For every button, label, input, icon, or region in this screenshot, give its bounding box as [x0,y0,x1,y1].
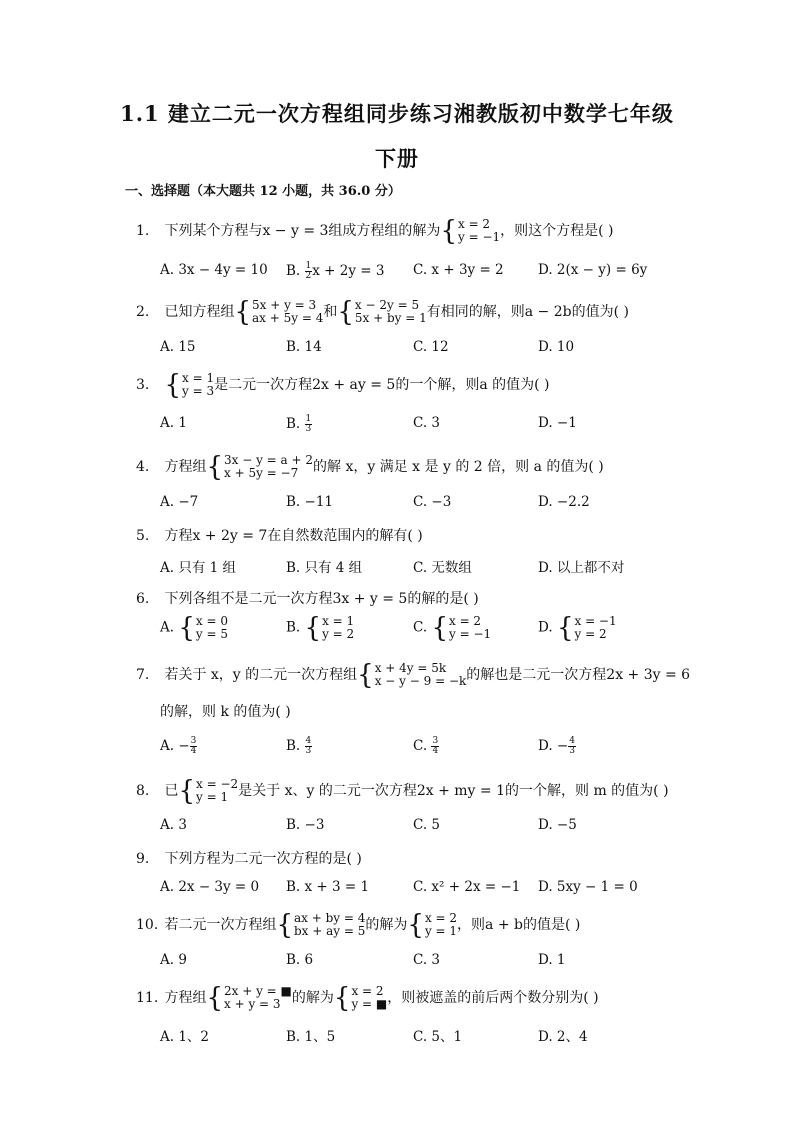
option-a[interactable]: A. 2x − 3y = 0 [160,879,260,895]
option-d[interactable]: D. −1 [538,415,577,431]
option-c[interactable]: C. 3 [413,952,441,968]
option-b[interactable]: B. 14 [286,339,322,355]
option-d[interactable]: D. 以上都不对 [538,560,625,576]
option-c[interactable]: C. 5、1 [413,1029,463,1045]
option-a[interactable]: A. 1 [160,415,187,431]
equation-system: { x = 1 y = 3 [164,369,215,401]
option-b[interactable]: B. 6 [286,952,314,968]
equation-system: { x = −2 y = 1 [178,775,239,807]
option-c[interactable]: C. $\frac{3}{4}$ [413,736,439,756]
equation-system: { x = 2 y = 1 [407,909,458,941]
option-d[interactable]: D. 2、4 [538,1029,588,1045]
question-8: 8. 已 { x = −2 y = 1 是关于 x、y 的二元一次方程2x + my = 1的一个解，则 m 的值为( ) [136,775,669,807]
option-a[interactable]: A. 只有 1 组 [160,560,237,576]
option-b[interactable]: B. { x = 1 y = 2 [286,612,355,644]
option-b[interactable]: B. $\frac{1}{3}$ [286,414,312,434]
question-6: 6. 下列各组不是二元一次方程3x + y = 5的解的是( ) [136,591,479,607]
option-b[interactable]: B. −3 [286,817,325,833]
option-a[interactable]: A. 15 [160,339,196,355]
option-a[interactable]: A. −7 [160,494,199,510]
equation-system: { ax + by = 4 bx + ay = 5 [276,909,366,941]
question-7: 7. 若关于 x，y 的二元一次方程组 { x + 4y = 5k x − y − 9 = −k 的解也是二元一次方程2x + 3y = 6 [136,659,691,691]
equation-system: { 3x − y = a + 2 x + 5y = −7 [206,451,314,483]
option-d[interactable]: D. − $\frac{4}{3}$ [538,736,575,756]
option-d[interactable]: D. 10 [538,339,575,355]
page-title-line2: 下册 [375,146,419,171]
option-c[interactable]: C. x² + 2x = −1 [413,879,521,895]
option-a[interactable]: A. 3 [160,817,187,833]
option-c[interactable]: C. 无数组 [413,560,472,576]
equation-system: { x = 2 y = ■ [333,982,388,1014]
option-c[interactable]: C. 3 [413,415,441,431]
equation-system: { 2x + y = ■ x + y = 3 [206,982,292,1014]
question-7-continued: 的解，则 k 的值为( ) [160,704,291,720]
option-c[interactable]: C. 5 [413,817,441,833]
question-9: 9. 下列方程为二元一次方程的是( ) [136,851,362,867]
option-d[interactable]: D. 5xy − 1 = 0 [538,879,638,895]
option-b[interactable]: B. $\frac{1}{2}$ x + 2y = 3 [286,261,385,281]
question-5: 5. 方程x + 2y = 7在自然数范围内的解有( ) [136,528,423,544]
option-a[interactable]: A. { x = 0 y = 5 [160,612,228,644]
option-a[interactable]: A. 1、2 [160,1029,210,1045]
question-1: 1. 下列某个方程与x − y = 3组成方程组的解为 { x = 2 y = −1 ，则这个方程是( ) [136,215,614,247]
question-3: 3. { x = 1 y = 3 是二元一次方程2x + ay = 5的一个解，则a 的值为( ) [136,369,550,401]
page-title-line1: 1.1 建立二元一次方程组同步练习湘教版初中数学七年级 [120,101,674,126]
equation-system: { x − 2y = 5 5x + by = 1 [337,296,427,328]
option-c[interactable]: C. −3 [413,494,452,510]
question-2: 2. 已知方程组 { 5x + y = 3 ax + 5y = 4 和 { x − 2y = 5 5x + by = 1 有相同的解，则a − 2b的值为( ) [136,296,629,328]
question-10: 10. 若二元一次方程组 { ax + by = 4 bx + ay = 5 的解为 { x = 2 y = 1 ，则a + b的值是( ) [136,909,581,941]
option-d[interactable]: D. −5 [538,817,577,833]
equation-system: { x = 2 y = −1 [440,215,501,247]
option-d[interactable]: D. 1 [538,952,566,968]
option-d[interactable]: D. { x = −1 y = 2 [538,612,617,644]
option-d[interactable]: D. −2.2 [538,494,590,510]
option-b[interactable]: B. −11 [286,494,333,510]
option-a[interactable]: A. 3x − 4y = 10 [160,262,268,278]
option-a[interactable]: A. − $\frac{3}{4}$ [160,736,197,756]
question-11: 11. 方程组 { 2x + y = ■ x + y = 3 的解为 { x = 2 y = ■ ，则被遮盖的前后两个数分别为( ) [136,982,599,1014]
question-4: 4. 方程组 { 3x − y = a + 2 x + 5y = −7 的解 x，y 满足 x 是 y 的 2 倍，则 a 的值为( ) [136,451,604,483]
option-c[interactable]: C. x + 3y = 2 [413,262,504,278]
option-b[interactable]: B. 1、5 [286,1029,336,1045]
option-c[interactable]: C. { x = 2 y = −1 [413,612,492,644]
option-b[interactable]: B. $\frac{4}{3}$ [286,736,312,756]
equation-system: { 5x + y = 3 ax + 5y = 4 [234,296,324,328]
question-text: 下列某个方程与x − y = 3组成方程组的解为 [164,223,441,239]
equation-system: { x + 4y = 5k x − y − 9 = −k [357,659,467,691]
option-c[interactable]: C. 12 [413,339,449,355]
option-b[interactable]: B. 只有 4 组 [286,560,363,576]
option-d[interactable]: D. 2(x − y) = 6y [538,262,648,278]
question-number: 1. [136,223,150,239]
section-heading: 一、选择题（本大题共 12 小题，共 36.0 分） [125,184,401,199]
option-b[interactable]: B. x + 3 = 1 [286,879,370,895]
option-a[interactable]: A. 9 [160,952,187,968]
